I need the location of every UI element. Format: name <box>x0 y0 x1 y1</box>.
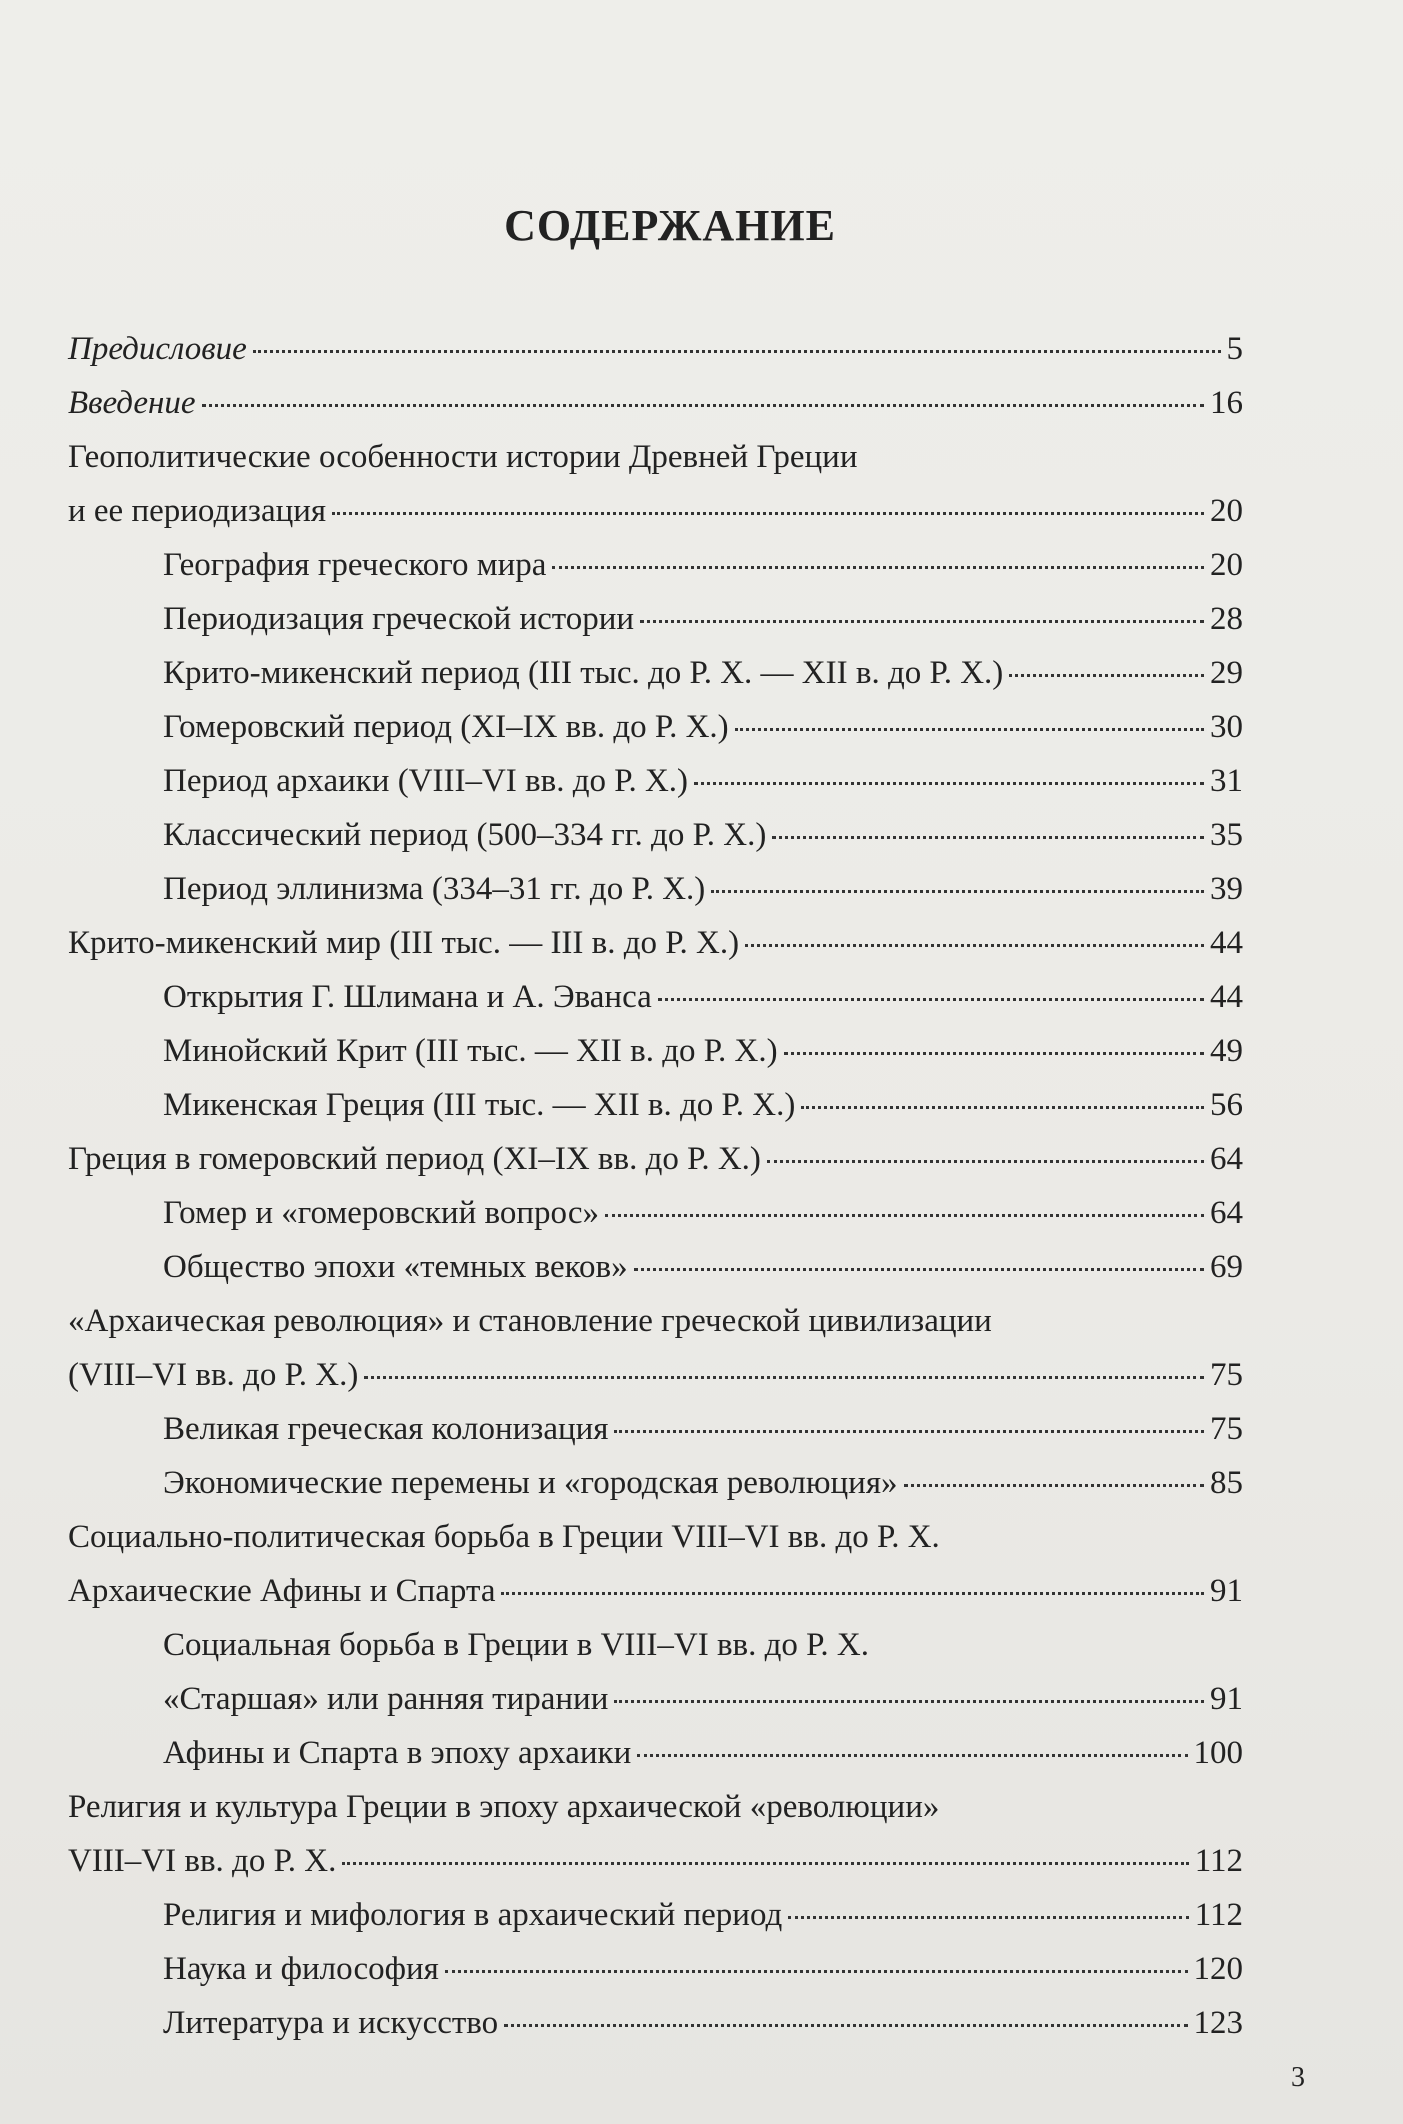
toc-entry <box>68 1132 1243 1186</box>
toc-entry-title: Общество эпохи «темных веков» <box>163 1249 628 1285</box>
toc-page-number: 75 <box>1210 1411 1243 1447</box>
toc-entry-title-line: Социально-политическая борьба в Греции VIII–VI вв. до Р. Х. <box>68 1519 940 1555</box>
toc-entry-line <box>163 592 1243 646</box>
toc-entry-title: Минойский Крит (III тыс. — XII в. до Р. Х.) <box>163 1033 778 1069</box>
toc-entry <box>68 322 1243 376</box>
toc-entry-title: Периодизация греческой истории <box>163 601 635 637</box>
toc-page-number: 39 <box>1210 871 1243 907</box>
toc-entry-title: Наука и философия <box>163 1951 439 1987</box>
toc-page-number: 91 <box>1210 1573 1243 1609</box>
toc-entry-line <box>163 1996 1243 2050</box>
toc-dot-leader <box>694 782 1204 785</box>
toc-entry-line <box>163 1456 1243 1510</box>
toc-entry <box>68 754 1243 808</box>
toc-entry-title: (VIII–VI вв. до Р. Х.) <box>68 1357 359 1393</box>
toc-entry-line <box>68 484 1243 538</box>
toc-entry <box>68 862 1243 916</box>
toc-entry-title: Гомеровский период (XI–IX вв. до Р. Х.) <box>163 709 729 745</box>
toc-entry-title-line: Религия и культура Греции в эпоху архаической «революции» <box>68 1789 940 1825</box>
toc-entry <box>68 1618 1243 1726</box>
page-number: 3 <box>1291 2062 1305 2093</box>
toc-entry-line <box>163 1888 1243 1942</box>
toc-entry-title: Период архаики (VIII–VI вв. до Р. Х.) <box>163 763 689 799</box>
toc-entry-title: Классический период (500–334 гг. до Р. Х.) <box>163 817 767 853</box>
toc-entry <box>68 1888 1243 1942</box>
toc-page-number: 16 <box>1210 385 1243 421</box>
toc-entry-line <box>163 1240 1243 1294</box>
toc-dot-leader <box>364 1376 1204 1379</box>
toc-entry <box>68 808 1243 862</box>
toc-page-number: 44 <box>1210 979 1243 1015</box>
toc-entry-line <box>163 808 1243 862</box>
toc-dot-leader <box>253 350 1221 353</box>
toc-entry-line <box>163 1942 1243 1996</box>
toc-dot-leader <box>342 1862 1188 1865</box>
toc-entry-title: Период эллинизма (334–31 гг. до Р. Х.) <box>163 871 706 907</box>
toc-entry-line <box>163 1672 1243 1726</box>
toc-dot-leader <box>640 620 1204 623</box>
toc-entry-line <box>163 862 1243 916</box>
toc-entry <box>68 1240 1243 1294</box>
toc-entry-title: Религия и мифология в архаический период <box>163 1897 783 1933</box>
toc-entry-title: География греческого мира <box>163 547 547 583</box>
toc-entry <box>68 1726 1243 1780</box>
toc-dot-leader <box>614 1430 1204 1433</box>
toc-entry-line <box>163 1726 1243 1780</box>
table-of-contents <box>68 322 1243 2050</box>
toc-dot-leader <box>552 566 1204 569</box>
toc-entry-line <box>163 700 1243 754</box>
toc-entry-line <box>163 1024 1243 1078</box>
toc-entry-line <box>68 1132 1243 1186</box>
toc-page-number: 44 <box>1210 925 1243 961</box>
toc-entry-title: Экономические перемены и «городская революция» <box>163 1465 898 1501</box>
toc-dot-leader <box>745 944 1204 947</box>
toc-entry <box>68 1186 1243 1240</box>
toc-entry <box>68 592 1243 646</box>
toc-entry-title: Микенская Греция (III тыс. — XII в. до Р. Х.) <box>163 1087 796 1123</box>
toc-page-number: 120 <box>1193 1951 1243 1987</box>
toc-entry-title: Гомер и «гомеровский вопрос» <box>163 1195 599 1231</box>
toc-entry <box>68 1402 1243 1456</box>
toc-entry <box>68 1024 1243 1078</box>
toc-page-number: 112 <box>1194 1897 1243 1933</box>
toc-entry <box>68 700 1243 754</box>
toc-entry-line <box>163 1078 1243 1132</box>
toc-page-number: 100 <box>1193 1735 1243 1771</box>
toc-entry-title: Греция в гомеровский период (XI–IX вв. до Р. Х.) <box>68 1141 761 1177</box>
toc-dot-leader <box>735 728 1204 731</box>
toc-dot-leader <box>1009 674 1204 677</box>
toc-entry <box>68 430 1243 538</box>
toc-page-number: 123 <box>1193 2005 1243 2041</box>
toc-entry-title: Крито-микенский период (III тыс. до Р. Х. — XII в. до Р. Х.) <box>163 655 1004 691</box>
toc-page-number: 64 <box>1210 1195 1243 1231</box>
toc-entry <box>68 376 1243 430</box>
toc-page-number: 64 <box>1210 1141 1243 1177</box>
toc-entry <box>68 1942 1243 1996</box>
toc-dot-leader <box>504 2024 1187 2027</box>
toc-page-number: 20 <box>1210 493 1243 529</box>
toc-entry <box>68 646 1243 700</box>
toc-entry <box>68 1078 1243 1132</box>
toc-page-number: 75 <box>1210 1357 1243 1393</box>
toc-entry-title: Открытия Г. Шлимана и А. Эванса <box>163 979 652 1015</box>
toc-dot-leader <box>904 1484 1205 1487</box>
toc-entry <box>68 970 1243 1024</box>
toc-entry-line <box>68 916 1243 970</box>
toc-entry-line <box>163 646 1243 700</box>
toc-page-number: 29 <box>1210 655 1243 691</box>
toc-page-number: 69 <box>1210 1249 1243 1285</box>
toc-entry-line <box>163 754 1243 808</box>
toc-entry-title: Крито-микенский мир (III тыс. — III в. до Р. Х.) <box>68 925 740 961</box>
toc-entry-line <box>163 538 1243 592</box>
toc-entry-title-line: «Архаическая революция» и становление греческой цивилизации <box>68 1303 992 1339</box>
toc-entry <box>68 1510 1243 1618</box>
toc-entry-title: Архаические Афины и Спарта <box>68 1573 496 1609</box>
toc-dot-leader <box>332 512 1204 515</box>
toc-page-number: 49 <box>1210 1033 1243 1069</box>
toc-dot-leader <box>788 1916 1188 1919</box>
toc-page-number: 91 <box>1210 1681 1243 1717</box>
toc-dot-leader <box>801 1106 1204 1109</box>
toc-dot-leader <box>772 836 1204 839</box>
toc-entry-line <box>163 1402 1243 1456</box>
toc-dot-leader <box>614 1700 1204 1703</box>
toc-dot-leader <box>658 998 1204 1001</box>
toc-page-number: 31 <box>1210 763 1243 799</box>
toc-dot-leader <box>711 890 1204 893</box>
toc-page-number: 5 <box>1226 331 1243 367</box>
toc-entry-title: и ее периодизация <box>68 493 327 529</box>
toc-entry-line <box>68 322 1243 376</box>
toc-entry-title-line: Геополитические особенности истории Древней Греции <box>68 439 858 475</box>
toc-entry-title: Великая греческая колонизация <box>163 1411 609 1447</box>
toc-entry <box>68 1780 1243 1888</box>
toc-dot-leader <box>202 404 1204 407</box>
toc-entry-line <box>163 970 1243 1024</box>
toc-page-number: 112 <box>1194 1843 1243 1879</box>
toc-page-number: 20 <box>1210 547 1243 583</box>
toc-dot-leader <box>767 1160 1204 1163</box>
toc-dot-leader <box>637 1754 1187 1757</box>
toc-entry-title: Афины и Спарта в эпоху архаики <box>163 1735 632 1771</box>
toc-entry <box>68 1294 1243 1402</box>
toc-dot-leader <box>634 1268 1204 1271</box>
toc-entry-line <box>163 1186 1243 1240</box>
toc-entry-line <box>68 1834 1243 1888</box>
toc-dot-leader <box>501 1592 1204 1595</box>
toc-page-number: 30 <box>1210 709 1243 745</box>
toc-entry-title: Литература и искусство <box>163 2005 499 2041</box>
toc-dot-leader <box>445 1970 1188 1973</box>
toc-entry-title: VIII–VI вв. до Р. Х. <box>68 1843 337 1879</box>
toc-entry <box>68 538 1243 592</box>
toc-page-number: 85 <box>1210 1465 1243 1501</box>
toc-page-number: 35 <box>1210 817 1243 853</box>
page-title: СОДЕРЖАНИЕ <box>504 201 836 250</box>
toc-page-number: 56 <box>1210 1087 1243 1123</box>
toc-entry-line <box>68 1564 1243 1618</box>
toc-dot-leader <box>605 1214 1204 1217</box>
toc-entry-title: Введение <box>68 385 196 421</box>
toc-entry-line <box>68 376 1243 430</box>
toc-entry <box>68 916 1243 970</box>
toc-entry-title: Предисловие <box>68 331 247 367</box>
toc-dot-leader <box>784 1052 1204 1055</box>
toc-entry <box>68 1996 1243 2050</box>
toc-entry-title-line: Социальная борьба в Греции в VIII–VI вв. до Р. Х. <box>163 1627 869 1663</box>
toc-entry-line <box>68 1348 1243 1402</box>
toc-entry-title: «Старшая» или ранняя тирании <box>163 1681 609 1717</box>
toc-page-number: 28 <box>1210 601 1243 637</box>
toc-entry <box>68 1456 1243 1510</box>
